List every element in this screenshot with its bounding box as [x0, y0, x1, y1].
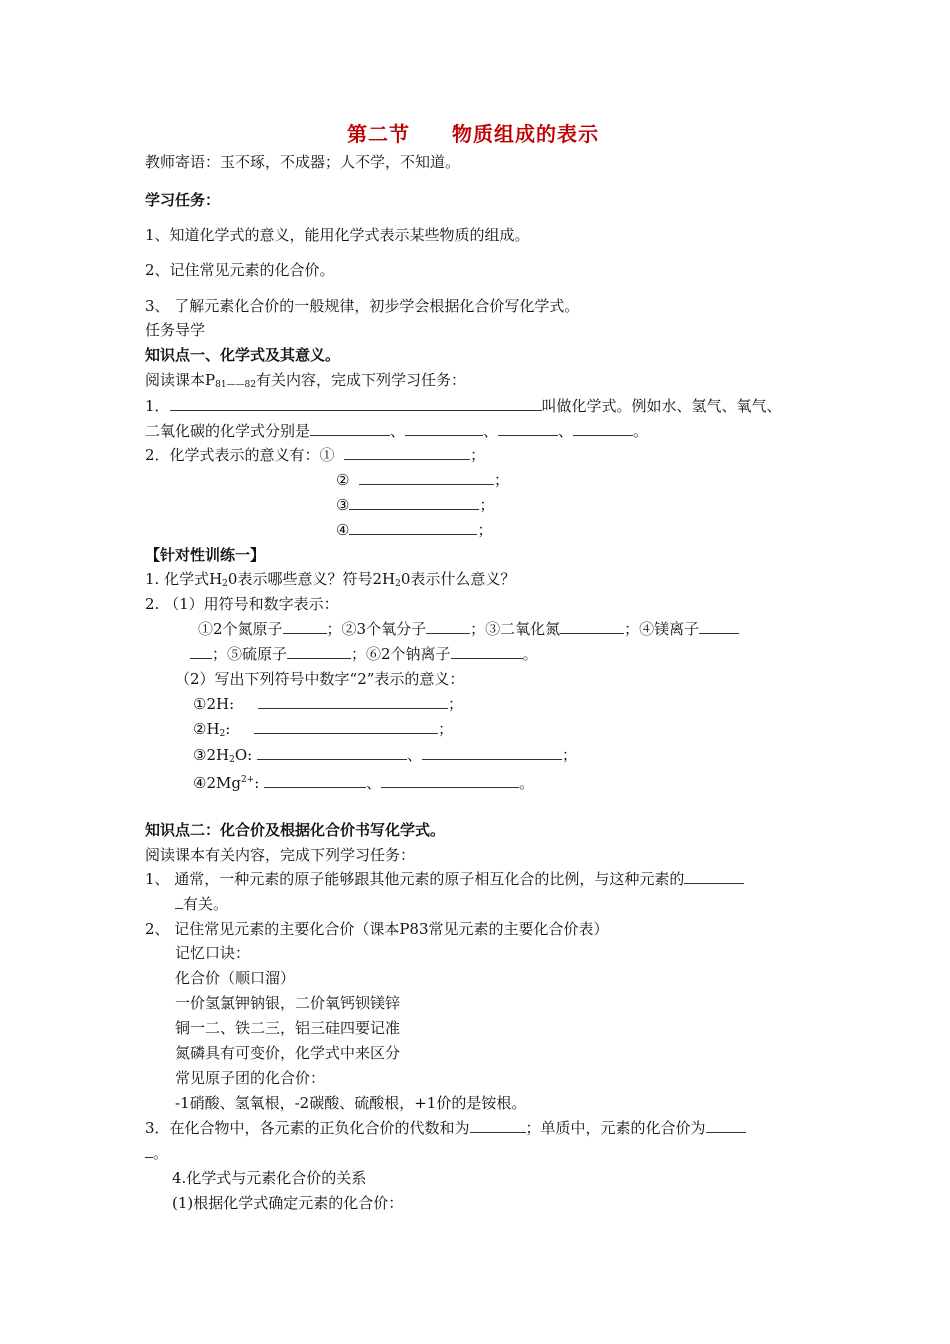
answer-blank[interactable] — [381, 773, 519, 788]
answer-blank[interactable] — [283, 619, 327, 634]
teacher-motto: 教师寄语：玉不琢，不成器；人不学，不知道。 — [145, 153, 461, 171]
k1-question-2: 2．化学式表示的意义有：① ； — [145, 446, 486, 464]
answer-blank[interactable] — [344, 445, 470, 460]
t1-item-h2: $②H_2$: ； — [193, 720, 454, 739]
t1-question-2-row2: ；⑤硫原子 ；⑥2个钠离子 。 — [190, 644, 538, 664]
section-heading-k1: 知识点一、化学式及其意义。 — [145, 346, 341, 364]
answer-blank[interactable] — [405, 421, 483, 436]
k2-question-3-line2: 。 — [145, 1143, 168, 1163]
tasks-heading: 学习任务： — [145, 191, 221, 209]
mnemonic-line: 铜一二、铁二三，铝三硅四要记准 — [175, 1019, 401, 1037]
section-heading-k2: 知识点二：化合价及根据化合价书写化学式。 — [145, 821, 446, 839]
section-heading-training1: 【针对性训练一】 — [145, 546, 266, 564]
answer-blank[interactable] — [257, 745, 407, 760]
t1-item-2mg: $④2Mg^{2+}$: 、 。 — [193, 774, 535, 792]
answer-blank[interactable] — [699, 619, 739, 634]
answer-blank[interactable] — [573, 421, 633, 436]
mnemonic-line: 记忆口诀： — [175, 944, 251, 962]
answer-blank[interactable] — [287, 644, 351, 659]
answer-blank[interactable] — [349, 495, 479, 510]
t1-question-2b: （2）写出下列符号中数字“2”表示的意义： — [175, 670, 465, 688]
answer-blank[interactable] — [684, 869, 744, 884]
k1-meaning-4: ④ ； — [336, 521, 493, 539]
guide-heading: 任务导学 — [145, 321, 206, 339]
task-item: 3、 了解元素化合价的一般规律，初步学会根据化合价写化学式。 — [145, 297, 580, 315]
answer-blank[interactable] — [451, 644, 523, 659]
answer-blank[interactable] — [175, 894, 183, 909]
t1-item-2h: ①2H: ； — [193, 695, 463, 713]
k1-read-instruction: 阅读课本$P_{81——82}$有关内容，完成下列学习任务： — [145, 371, 467, 390]
t1-question-1: 1. 化学式$H_20$表示哪些意义？符号$2H_20$表示什么意义？ — [145, 570, 516, 589]
mnemonic-line: -1硝酸、氢氧根，-2碳酸、硫酸根，+1价的是铵根。 — [175, 1094, 527, 1112]
answer-blank[interactable] — [145, 1143, 153, 1158]
k1-question-1: 1． 叫做化学式。例如水、氢气、氧气、 — [145, 397, 782, 415]
answer-blank[interactable] — [426, 619, 470, 634]
k2-read-instruction: 阅读课本有关内容，完成下列学习任务： — [145, 846, 416, 864]
answer-blank[interactable] — [422, 745, 562, 760]
k2-question-1: 1、 通常，一种元素的原子能够跟其他元素的原子相互化合的比例，与这种元素的 — [145, 869, 744, 889]
mnemonic-line: 化合价（顺口溜） — [175, 969, 296, 987]
task-item: 2、记住常见元素的化合价。 — [145, 261, 335, 279]
k1-question-1-line2: 二氧化碳的化学式分别是 、 、 、 。 — [145, 422, 649, 440]
k2-question-2: 2、 记住常见元素的主要化合价（课本P83常见元素的主要化合价表） — [145, 920, 609, 938]
answer-blank[interactable] — [349, 520, 477, 535]
k2-question-3: 3．在化合物中，各元素的正负化合价的代数和为 ；单质中，元素的化合价为 — [145, 1118, 746, 1138]
mnemonic-line: 常见原子团的化合价： — [175, 1069, 326, 1087]
t1-item-2h2o: $③2H_2O$: 、 ； — [193, 746, 577, 765]
k1-meaning-3: ③ ； — [336, 496, 495, 514]
answer-blank[interactable] — [706, 1118, 746, 1133]
answer-blank[interactable] — [310, 421, 390, 436]
answer-blank[interactable] — [170, 396, 542, 411]
answer-blank[interactable] — [560, 619, 624, 634]
answer-blank[interactable] — [254, 719, 438, 734]
answer-blank[interactable] — [190, 644, 212, 659]
k2-question-1-line2: 有关。 — [175, 894, 228, 914]
mnemonic-line: 一价氢氯钾钠银，二价氧钙钡镁锌 — [175, 994, 401, 1012]
answer-blank[interactable] — [470, 1118, 526, 1133]
k2-question-4: 4.化学式与元素化合价的关系 — [172, 1169, 367, 1187]
page-title: 第二节 物质组成的表示 — [347, 122, 599, 146]
t1-question-2-row1: ①2个氮原子 ；②3个氧分子 ；③二氧化氮 ；④镁离子 — [198, 619, 739, 639]
answer-blank[interactable] — [498, 421, 558, 436]
mnemonic-line: 氮磷具有可变价，化学式中来区分 — [175, 1044, 401, 1062]
t1-question-2: 2. （1）用符号和数字表示： — [145, 595, 339, 613]
k1-meaning-2: ② ； — [336, 471, 510, 489]
task-item: 1、知道化学式的意义，能用化学式表示某些物质的组成。 — [145, 226, 530, 244]
answer-blank[interactable] — [264, 773, 366, 788]
k2-question-4-1: (1)根据化学式确定元素的化合价： — [172, 1194, 404, 1212]
answer-blank[interactable] — [359, 470, 494, 485]
answer-blank[interactable] — [258, 694, 448, 709]
